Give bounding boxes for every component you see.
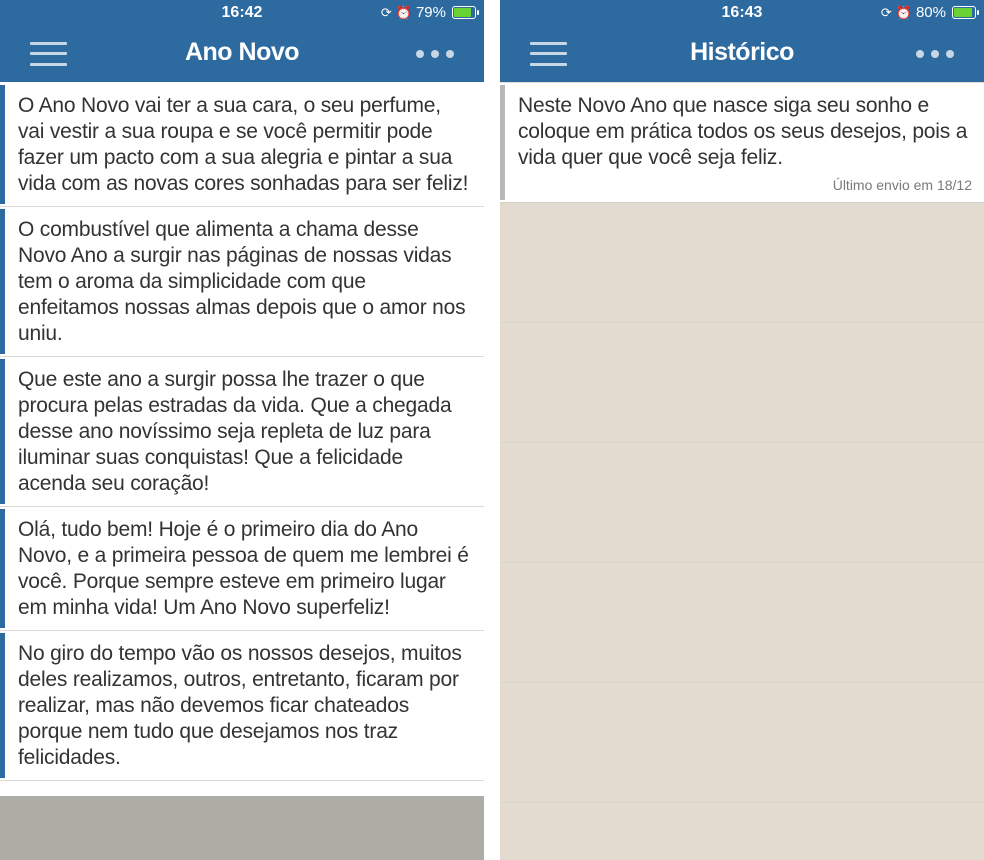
- page-title: Histórico: [690, 38, 794, 66]
- history-item[interactable]: [500, 83, 984, 203]
- status-indicators: [881, 4, 976, 21]
- message-item[interactable]: [0, 83, 484, 207]
- battery-percent: 80%: [915, 4, 946, 21]
- empty-row: [500, 563, 984, 683]
- message-item[interactable]: [0, 207, 484, 357]
- nav-bar: [0, 26, 484, 82]
- battery-icon: [452, 6, 476, 19]
- message-accent-bar: [0, 633, 5, 778]
- message-accent-bar: [0, 359, 5, 504]
- status-bar: [0, 0, 484, 26]
- message-item[interactable]: [0, 507, 484, 631]
- message-item[interactable]: [0, 631, 484, 781]
- more-options-icon[interactable]: [916, 50, 954, 60]
- nav-bar: [500, 26, 984, 82]
- message-accent-bar: [0, 509, 5, 628]
- last-sent-date: Último envio em 18/12: [832, 177, 972, 193]
- message-accent-bar: [0, 85, 5, 204]
- history-text: Neste Novo Ano que nasce siga seu sonho e coloque em prática todos os seus desejos, pois a vida quer que você seja feliz.: [518, 94, 968, 169]
- history-list: [500, 83, 984, 803]
- message-text: Que este ano a surgir possa lhe trazer o que procura pelas estradas da vida. Que a chegada desse ano novíssimo seja repleta de luz para iluminar suas conquistas! Que a felicidade acenda seu coração!: [18, 368, 452, 495]
- battery-level: [954, 8, 972, 17]
- screen-divider: [484, 0, 500, 860]
- battery-percent: 79%: [415, 4, 446, 21]
- alarm-icon: ⏰: [395, 4, 412, 20]
- battery-level: [454, 8, 471, 17]
- status-time: 16:43: [721, 4, 763, 21]
- message-text: Olá, tudo bem! Hoje é o primeiro dia do Ano Novo, e a primeira pessoa de quem me lembrei é você. Porque sempre esteve em primeiro lugar em minha vida! Um Ano Novo superfeliz!: [18, 518, 469, 619]
- page-title: Ano Novo: [184, 38, 300, 66]
- empty-row: [500, 203, 984, 323]
- empty-row: [500, 323, 984, 443]
- message-item[interactable]: [0, 357, 484, 507]
- message-text: No giro do tempo vão os nossos desejos, muitos deles realizamos, outros, entretanto, ficaram por realizar, mas não devemos ficar chateados porque nem tudo que desejamos nos traz felicidades.: [18, 642, 462, 769]
- empty-row: [500, 443, 984, 563]
- message-text: O Ano Novo vai ter a sua cara, o seu perfume, vai vestir a sua roupa e se você permitir pode fazer um pacto com a sua alegria e pintar a sua vida com as novas cores sonhadas para ser feliz!: [18, 94, 469, 195]
- more-options-icon[interactable]: [416, 50, 454, 60]
- message-accent-bar: [0, 209, 5, 354]
- battery-icon: [952, 6, 976, 19]
- historico-screen: [500, 0, 984, 860]
- history-accent-bar: [500, 85, 505, 200]
- status-indicators: [381, 4, 476, 21]
- ano-novo-screen: [0, 0, 484, 860]
- alarm-icon: ⏰: [895, 4, 912, 20]
- orientation-lock-icon: ⟳: [880, 4, 892, 20]
- status-time: 16:42: [221, 4, 263, 21]
- message-text: O combustível que alimenta a chama desse Novo Ano a surgir nas páginas de nossas vidas tem o aroma da simplicidade com que enfeitamos nossas almas depois que o amor nos uniu.: [18, 218, 466, 345]
- orientation-lock-icon: ⟳: [380, 4, 392, 20]
- status-bar: [500, 0, 984, 26]
- message-list: [0, 83, 484, 781]
- bottom-ad-banner: [0, 796, 484, 860]
- empty-row: [500, 683, 984, 803]
